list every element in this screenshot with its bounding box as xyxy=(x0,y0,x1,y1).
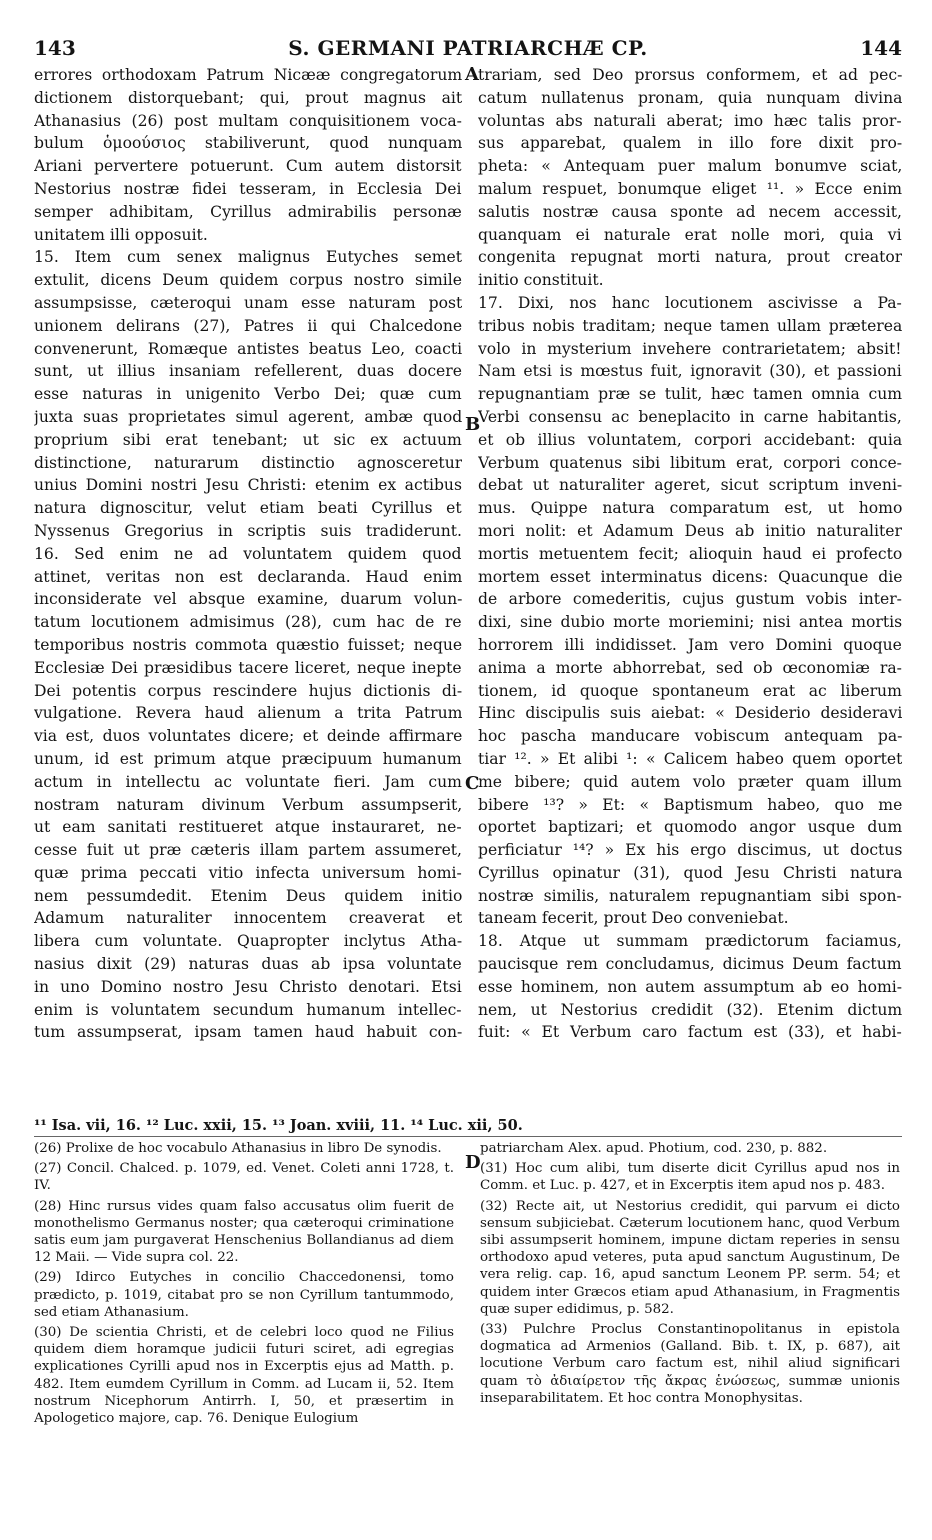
text-line: debat ut naturaliter ageret, sicut scriptum inveni- xyxy=(478,476,902,495)
text-line: horrorem illi indidisset. Jam vero Domini quoque xyxy=(478,635,902,654)
text-line: nasius dixit (29) naturas duas ab ipsa voluntate xyxy=(34,955,462,974)
footnote: (28) Hinc rursus vides quam falso accusatus olim fuerit de monothelismo Germanus noster; qua cæteroqui criminatione satis eum jam purgaverat Henschenius Bollandianus ad diem 12 Maii. — Vide supra col. 22. xyxy=(34,1198,454,1266)
footnotes-right xyxy=(480,1140,900,1410)
margin-letter-a: A xyxy=(465,64,479,85)
text-line: tiar ¹². » Et alibi ¹: « Calicem habeo quem oportet xyxy=(478,749,902,768)
text-line: pheta: « Antequam puer malum bonumve sciat, xyxy=(478,157,902,176)
running-title: S. GERMANI PATRIARCHÆ CP. xyxy=(288,36,648,60)
text-line: unionem delirans (27), Patres ii qui Chalcedone xyxy=(34,316,462,335)
text-line: tionem, id quoque spontaneum erat ac liberum xyxy=(478,681,902,700)
footnote: patriarcham Alex. apud. Photium, cod. 230, p. 882. xyxy=(480,1141,828,1156)
footnote: (26) Prolixe de hoc vocabulo Athanasius in libro De synodis. xyxy=(34,1141,442,1156)
text-line: ut eam sanitati restitueret atque instauraret, ne- xyxy=(34,818,462,837)
text-line: malum respuet, bonumque eliget ¹¹. » Ecce enim xyxy=(478,179,902,198)
text-line: Ecclesiæ Dei præsidibus tacere liceret, neque inepte xyxy=(34,658,462,677)
text-line: et ob illius voluntatem, corpori accidebant: quia xyxy=(478,430,902,449)
text-line: Dei potentis corpus rescindere hujus dictionis di- xyxy=(34,681,462,700)
text-line: initio constituit. xyxy=(478,271,604,290)
footnote: (33) Pulchre Proclus Constantinopolitanus in epistola dogmatica ad Armenios (Galland. Bib. t. IX, p. 687), ait locutione Verbum caro factum est, nihil aliud significari quam τὸ ἀδιαίρετον τῆς ἄκρας ἑνώσεως, summæ unionis inseparabilitatem. Et hoc contra Monophysitas. xyxy=(480,1322,900,1406)
footnote: (29) Idirco Eutyches in concilio Chaccedonensi, tomo prædicto, p. 1019, citabat pro se non Cyrillum tantummodo, sed etiam Athanasium. xyxy=(34,1270,454,1320)
text-line: bulum ὁμοούσιος stabiliverunt, quod nunquam xyxy=(34,134,462,153)
text-line: paucisque rem concludamus, dicimus Deum factum xyxy=(478,955,902,974)
text-line: juxta suas proprietates simul agerent, ambæ quod xyxy=(34,407,462,426)
text-line: esse naturas in unigenito Verbo Dei; quæ cum xyxy=(34,385,462,404)
text-line: errores orthodoxam Patrum Nicææ congregatorum xyxy=(34,66,462,84)
text-line: convenerunt, Romæque antistes beatus Leo, coacti xyxy=(34,339,462,358)
text-line: mortis metuentem fecit; alioquin haud ei profecto xyxy=(478,544,902,563)
text-line: natura dignoscitur, velut etiam beati Cyrillus et xyxy=(34,499,462,518)
text-line: via est, duos voluntates dicere; et deinde affirmare xyxy=(34,727,462,746)
text-line: volo in mysterium invehere contrarietatem; absit! xyxy=(478,339,902,358)
text-line: nostram naturam divinum Verbum assumpserit, xyxy=(34,795,462,814)
text-line: Nyssenus Gregorius in scriptis suis tradiderunt. xyxy=(34,521,462,540)
text-line: sunt, ut illius insaniam refellerent, duas docere xyxy=(34,362,462,381)
text-line: nostræ similis, naturalem repugnantiam sibi spon- xyxy=(478,886,902,905)
footnote: (32) Recte ait, ut Nestorius credidit, qui parvum ei dicto sensum subjiciebat. Cæterum locutionem hanc, quod Verbum sibi assumpserit hominem, impune dictam reperies in sensu orthodoxo apud veteres, puta apud sanctum Augustinum, De vera relig. cap. 16, apud sanctum Leonem PP. serm. 54; et quidem inter Græcos etiam apud Athanasium, in Fragmentis quæ super edidimus, p. 582. xyxy=(480,1198,900,1317)
text-line: mortem esset interminatus dicens: Quacunque die xyxy=(478,567,902,586)
page-number-right: 144 xyxy=(860,36,902,60)
text-line: extulit, dicens Deum quidem corpus nostro simile xyxy=(34,271,462,290)
text-line: Athanasius (26) post multam conquisitionem voca- xyxy=(34,111,462,130)
text-line: nem, ut Nestorius credidit (32). Etenim dictum xyxy=(478,1000,902,1019)
text-line: unitatem illi opposuit. xyxy=(34,225,208,244)
text-line: Verbum quatenus sibi libitum erat, corpori conce- xyxy=(478,453,902,472)
text-line: trariam, sed Deo prorsus conformem, et ad pec- xyxy=(478,66,902,84)
text-line: unum, id est primum atque præcipuum humanum xyxy=(34,749,462,768)
text-line: taneam fecerit, prout Deo conveniebat. xyxy=(478,909,789,928)
text-line: catum nullatenus pronam, quia nunquam divina xyxy=(478,88,902,107)
text-line: Nam etsi is mœstus fuit, ignoravit (30), et passioni xyxy=(478,362,902,381)
text-line: tribus nobis traditam; neque tamen ullam præterea xyxy=(478,316,902,335)
text-line: salutis nostræ causa sponte ad necem accessit, xyxy=(478,202,902,221)
right-text-column xyxy=(478,64,902,1044)
page-header xyxy=(34,36,902,62)
text-line: cesse fuit ut præ cæteris illam partem assumeret, xyxy=(34,841,462,860)
text-line: Hinc discipulis suis aiebat: « Desiderio desideravi xyxy=(478,704,902,723)
text-line: 16. Sed enim ne ad voluntatem quidem quod xyxy=(34,544,462,563)
text-line: mus. Quippe natura comparatum est, ut homo xyxy=(478,499,902,518)
page-number-left: 143 xyxy=(34,36,76,60)
text-line: oportet baptizari; et quomodo angor usque dum xyxy=(478,818,902,837)
footnote-divider xyxy=(34,1136,902,1137)
text-line: bibere ¹³? » Et: « Baptismum habeo, quo me xyxy=(478,795,902,814)
text-line: inconsiderate vel absque examine, duarum volun- xyxy=(34,590,462,609)
text-line: 17. Dixi, nos hanc locutionem ascivisse a Pa- xyxy=(478,293,902,312)
text-line: mori nolit: et Adamum Deus ab initio naturaliter xyxy=(478,521,902,540)
text-line: repugnantiam præ se tulit, hæc tamen omnia cum xyxy=(478,385,902,404)
text-line: sus apparebat, qualem in illo fore dixit pro- xyxy=(478,134,902,153)
left-text-column xyxy=(34,64,462,1044)
text-line: hoc pascha manducare vobiscum antequam pa- xyxy=(478,727,902,746)
text-line: Nestorius nostræ fidei tesseram, in Ecclesia Dei xyxy=(34,179,462,198)
text-line: Cyrillus opinatur (31), quod Jesu Christi natura xyxy=(478,863,902,882)
text-line: tatum locutionem admisimus (28), cum hac de re xyxy=(34,613,462,632)
text-line: de arbore comederitis, cujus gustum vobis inter- xyxy=(478,590,902,609)
text-line: libera cum voluntate. Quapropter inclytus Atha- xyxy=(34,932,462,951)
text-line: enim is voluntatem secundum humanum intellec- xyxy=(34,1000,462,1019)
text-line: proprium sibi erat tenebant; ut sic ex actuum xyxy=(34,430,462,449)
text-line: actum in intellectu ac voluntate fieri. Jam cum xyxy=(34,772,462,791)
text-line: congenita repugnat morti natura, prout creator xyxy=(478,248,902,267)
text-line: distinctione, naturarum distinctio agnosceretur xyxy=(34,453,462,472)
footnote: (27) Concil. Chalced. p. 1079, ed. Venet. Coleti anni 1728, t. IV. xyxy=(34,1161,454,1194)
text-line: semper adhibitam, Cyrillus admirabilis personæ xyxy=(34,202,462,221)
text-line: temporibus nostris commota quæstio fuisset; neque xyxy=(34,635,462,654)
text-line: nem pessumdedit. Etenim Deus quidem initio xyxy=(34,886,462,905)
text-line: quæ prima peccati vitio infecta universum homi- xyxy=(34,863,462,882)
text-line: Verbi consensu ac beneplacito in carne habitantis, xyxy=(478,407,902,426)
text-line: tum assumpserat, ipsam tamen haud habuit con- xyxy=(34,1023,462,1042)
text-line: voluntas abs naturali aberat; imo hæc talis pror- xyxy=(478,111,902,130)
text-line: attinet, veritas non est declaranda. Haud enim xyxy=(34,567,462,586)
text-line: anima a morte abhorrebat, sed ob œconomiæ ra- xyxy=(478,658,902,677)
text-line: assumpsisse, cæteroqui unam esse naturam post xyxy=(34,293,462,312)
margin-letter-d: D xyxy=(465,1152,481,1173)
margin-letter-b: B xyxy=(465,414,481,435)
text-line: Adamum naturaliter innocentem creaverat et xyxy=(34,909,462,928)
text-line: dixi, sine dubio morte moriemini; nisi antea mortis xyxy=(478,613,902,632)
text-line: fuit: « Et Verbum caro factum est (33), et habi- xyxy=(478,1023,902,1042)
footnote: (31) Hoc cum alibi, tum diserte dicit Cyrillus apud nos in Comm. et Luc. p. 427, et in Excerptis item apud nos p. 483. xyxy=(480,1161,900,1194)
text-line: unius Domini nostri Jesu Christi: etenim ex actibus xyxy=(34,476,462,495)
text-line: 15. Item cum senex malignus Eutyches semet xyxy=(34,248,462,267)
footnote: (30) De scientia Christi, et de celebri loco quod ne Filius quidem diem horamque judicii futuri sciret, adi egregias explicationes Cyrilli apud nos in Excerptis ejus ad Matth. p. 482. Item eumdem Cyrillum in Comm. ad Lucam ii, 52. Item nostrum Nicephorum Antirrh. I, 50, et præsertim in Apologetico majore, cap. 76. Denique Eulogium xyxy=(34,1325,454,1427)
text-line: Ariani pervertere potuerunt. Cum autem distorsit xyxy=(34,157,462,176)
text-line: in uno Domino nostro Jesu Christo denotari. Etsi xyxy=(34,977,462,996)
footnotes-left xyxy=(34,1140,454,1430)
text-line: me bibere; quid autem volo præter quam illum xyxy=(478,772,902,791)
text-line: quanquam ei naturale erat nolle mori, quia vi xyxy=(478,225,902,244)
scripture-references: ¹¹ Isa. vii, 16. ¹² Luc. xxii, 15. ¹³ Joan. xviii, 11. ¹⁴ Luc. xii, 50. xyxy=(34,1117,523,1134)
text-line: dictionem distorquebant; qui, prout magnus ait xyxy=(34,88,462,107)
text-line: esse hominem, non autem assumptum ab eo homi- xyxy=(478,977,902,996)
text-line: vulgatione. Revera haud alienum a trita Patrum xyxy=(34,704,462,723)
margin-letter-c: C xyxy=(465,773,480,794)
text-line: perficiatur ¹⁴? » Ex his ergo discimus, ut doctus xyxy=(478,841,902,860)
text-line: 18. Atque ut summam prædictorum faciamus, xyxy=(478,932,902,951)
